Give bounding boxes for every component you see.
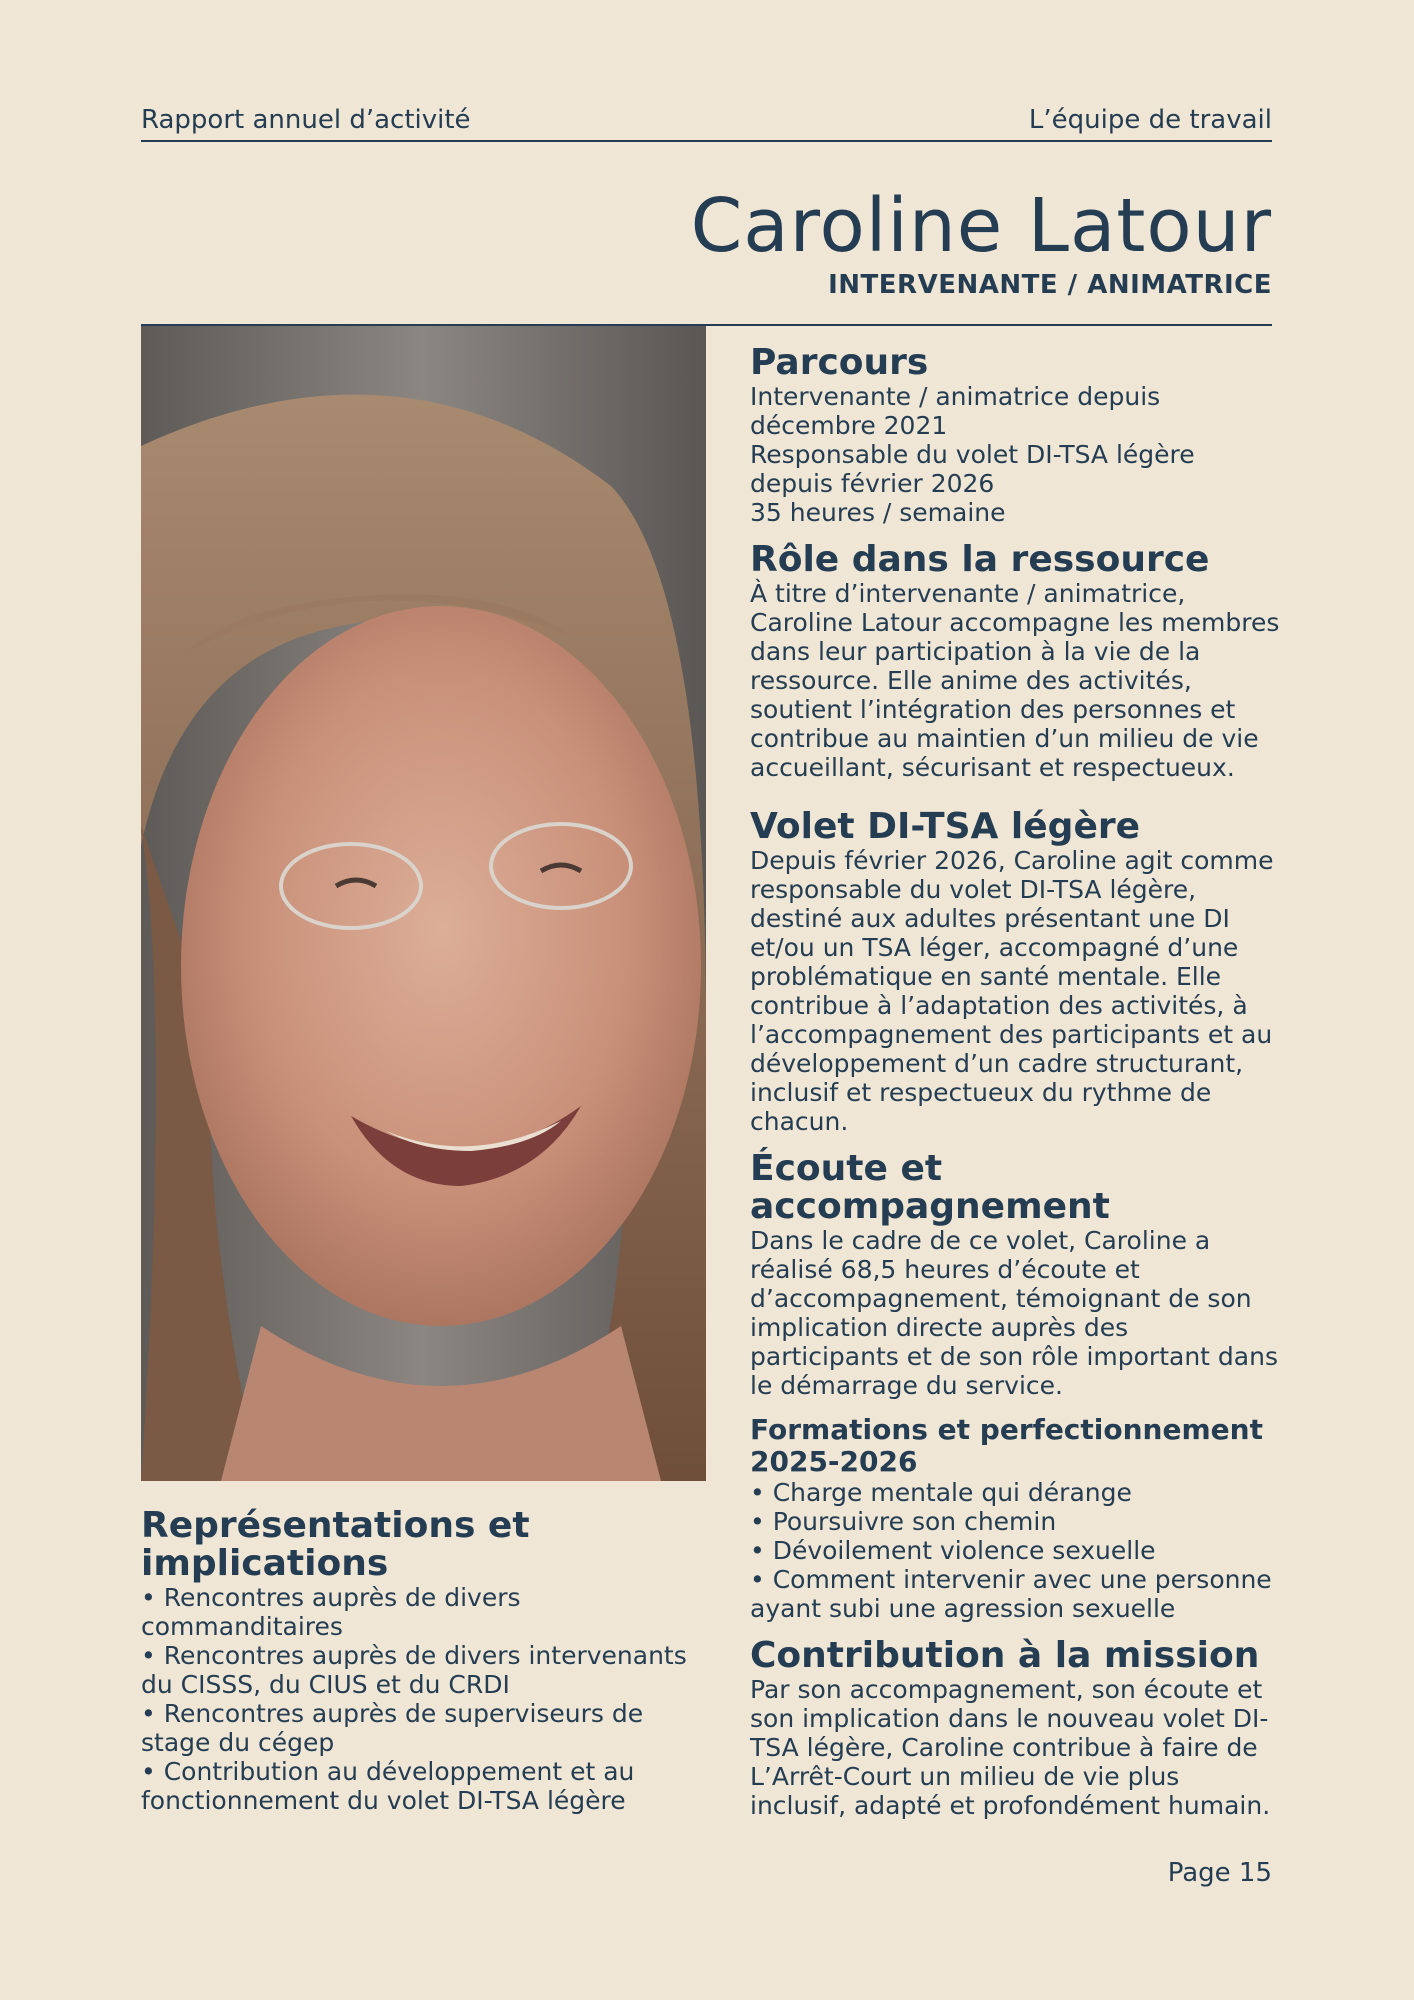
- right-column: [750, 344, 1280, 1834]
- representations-title: Représentations et implications: [141, 1505, 530, 1584]
- volet-title: Volet DI-TSA légère: [750, 806, 1141, 847]
- page-header: [141, 104, 1272, 142]
- ecoute-text: Dans le cadre de ce volet, Caroline a réalisé 68,5 heures d’écoute et d’accompagnement, témoignant de son implication directe auprès des participants et de son rôle important dans le démarrage du service.: [750, 1226, 1278, 1400]
- formation-item: • Comment intervenir avec une personne ayant subi une agression sexuelle: [750, 1565, 1272, 1623]
- volet-text: Depuis février 2026, Caroline agit comme responsable du volet DI-TSA légère, destiné aux adultes présentant une DI et/ou un TSA léger, accompagné d’une problématique en santé mentale. Elle contribue à l’adaptation des activités, à l’accompagnement des participants et au développement d’un cadre structurant, inclusif et respectueux du rythme de chacun.: [750, 846, 1274, 1136]
- parcours-section: [750, 344, 1280, 527]
- contribution-title: Contribution à la mission: [750, 1635, 1260, 1676]
- formation-item: • Dévoilement violence sexuelle: [750, 1536, 1156, 1565]
- portrait-photo: [141, 326, 706, 1481]
- representation-item: • Rencontres auprès de superviseurs de stage du cégep: [141, 1699, 644, 1757]
- representation-item: • Contribution au développement et au fonctionnement du volet DI-TSA légère: [141, 1757, 635, 1815]
- representation-item: • Rencontres auprès de divers commanditaires: [141, 1583, 521, 1641]
- formations-title: Formations et perfectionnement 2025-2026: [750, 1413, 1263, 1478]
- person-name: Caroline Latour: [690, 183, 1272, 269]
- parcours-line: Responsable du volet DI-TSA légère depuis février 2026: [750, 440, 1195, 498]
- page-number: Page 15: [1167, 1858, 1272, 1888]
- role-section: [750, 541, 1280, 782]
- parcours-line: 35 heures / semaine: [750, 498, 1006, 527]
- formations-section: [750, 1414, 1280, 1623]
- role-title: Rôle dans la ressource: [750, 539, 1210, 580]
- ecoute-title: Écoute et accompagnement: [750, 1148, 1110, 1227]
- section-title: L’équipe de travail: [1028, 105, 1272, 135]
- formation-item: • Poursuivre son chemin: [750, 1507, 1057, 1536]
- role-text: À titre d’intervenante / animatrice, Caroline Latour accompagne les membres dans leur participation à la vie de la ressource. Elle anime des activités, soutient l’intégration des personnes et contribue au maintien d’un milieu de vie accueillant, sécurisant et respectueux.: [750, 579, 1280, 782]
- volet-section: [750, 808, 1280, 1136]
- ecoute-section: [750, 1150, 1280, 1400]
- portrait-illustration: [141, 326, 706, 1481]
- report-title: Rapport annuel d’activité: [141, 105, 471, 135]
- formation-item: • Charge mentale qui dérange: [750, 1478, 1132, 1507]
- left-column: [141, 1507, 706, 1815]
- parcours-line: Intervenante / animatrice depuis décembre 2021: [750, 382, 1161, 440]
- contribution-text: Par son accompagnement, son écoute et son implication dans le nouveau volet DI-TSA légère, Caroline contribue à faire de L’Arrêt-Court un milieu de vie plus inclusif, adapté et profondément humain.: [750, 1675, 1271, 1820]
- parcours-title: Parcours: [750, 342, 929, 383]
- person-role: INTERVENANTE / ANIMATRICE: [828, 270, 1272, 300]
- contribution-section: [750, 1637, 1280, 1820]
- representation-item: • Rencontres auprès de divers intervenants du CISSS, du CIUS et du CRDI: [141, 1641, 687, 1699]
